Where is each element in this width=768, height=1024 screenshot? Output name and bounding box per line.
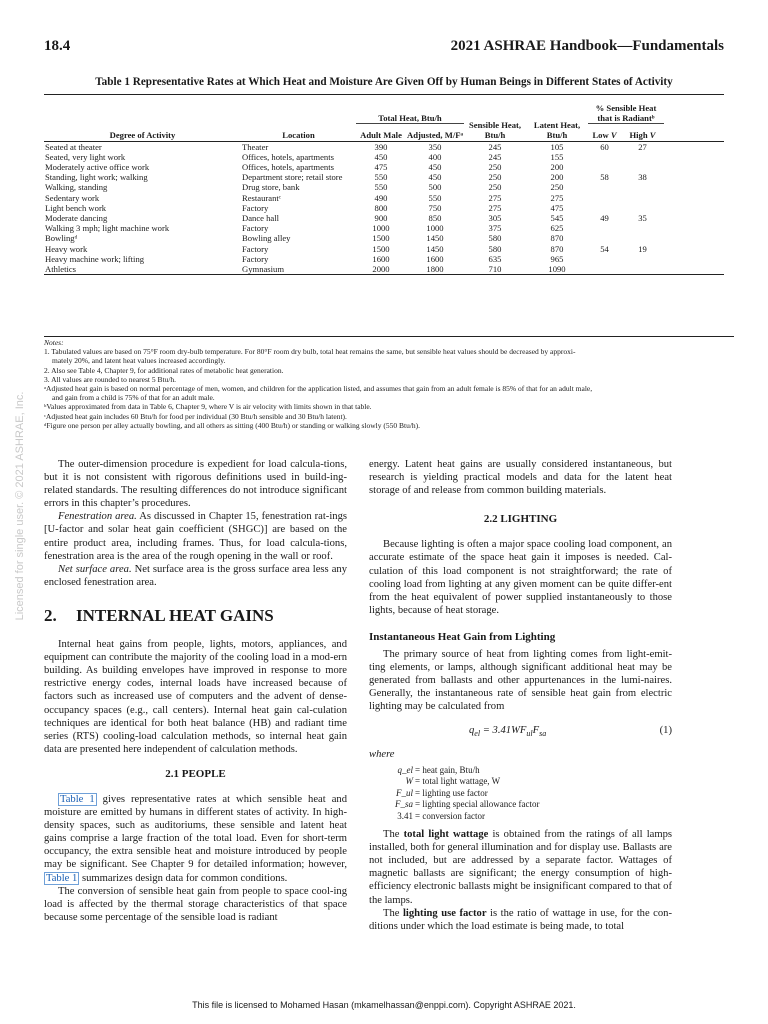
definition-row bbox=[369, 799, 672, 811]
table-cell-location: Dance hall bbox=[242, 213, 279, 224]
table-cell-high bbox=[621, 182, 664, 192]
subsection-heading: 2.2 LIGHTING bbox=[483, 513, 558, 526]
definition-row bbox=[369, 776, 672, 788]
table-row bbox=[44, 264, 724, 275]
table-note: ᵃAdjusted heat gain is based on normal percentage of men, women, and children for the application listed, and assumes that gain from an adult female is 85% of that for an adult male, bbox=[44, 384, 593, 394]
table-cell-low bbox=[588, 193, 621, 203]
table-cell-adj: 1450 bbox=[426, 233, 444, 244]
book-title: 2021 ASHRAE Handbook—Fundamentals bbox=[450, 38, 724, 54]
table-cell-low bbox=[588, 152, 621, 162]
table-cell-location: Department store; retail store bbox=[242, 172, 343, 183]
table-cell-lat: 965 bbox=[550, 253, 564, 264]
table-cell-sens: 710 bbox=[464, 264, 526, 275]
col-sensible-header: Sensible Heat, Btu/h bbox=[464, 95, 526, 142]
right-column bbox=[369, 458, 672, 933]
subsubsection-heading: Instantaneous Heat Gain from Lighting bbox=[369, 630, 556, 643]
table-cell-high bbox=[621, 254, 664, 264]
table-cell-adj: 450 bbox=[428, 172, 442, 183]
table-row bbox=[44, 141, 724, 152]
table-cell-sens: 580 bbox=[488, 233, 502, 244]
equation-1 bbox=[369, 722, 672, 742]
page-header bbox=[44, 38, 724, 60]
paragraph: Internal heat gains from people, lights, motors, appliances, and equipment can contribute the majority of the cooling load in a mod-ern building. As building envelopes have improved in response to more restrictive energy codes, internal loads have increased because of factors such as increased use of computers and the advent of dense-occupancy spaces (e.g., call centers). Internal heat gain cal-culation techniques are identical for both heat balance (HB) and radiant time series (RTS) cooling-load calculation methods, so internal heat gain data are presented here independent of calculation methods. bbox=[44, 639, 347, 755]
equation-definitions bbox=[369, 765, 672, 823]
table-cell-male: 490 bbox=[374, 192, 388, 203]
table-cell-sens: 245 bbox=[488, 151, 502, 162]
table-cell-adj: 400 bbox=[428, 151, 442, 162]
table-cell-high bbox=[621, 264, 664, 275]
table-cell-male: 1500 bbox=[372, 243, 390, 254]
table-cell-location: Offices, hotels, apartments bbox=[242, 151, 334, 162]
col-latent-header: Latent Heat, Btu/h bbox=[526, 95, 588, 142]
table-cell-location: Bowling alley bbox=[242, 233, 291, 244]
table-cell-location: Gymnasium bbox=[241, 264, 356, 275]
table-cell-adj: 500 bbox=[428, 182, 442, 193]
table-cell-adj: 550 bbox=[428, 192, 442, 203]
license-watermark: Licensed for single user. © 2021 ASHRAE, Inc. bbox=[14, 391, 26, 621]
table-cell-activity: Seated, very light work bbox=[45, 151, 126, 162]
table-note: 2. Also see Table 4, Chapter 9, for additional rates of metabolic heat generation. bbox=[44, 365, 284, 375]
col-radiant-header: % Sensible Heat that is Radiantᵇ bbox=[588, 95, 664, 124]
table-cell-lat: 275 bbox=[550, 192, 564, 203]
table-cell-activity: Bowlingᵈ bbox=[45, 233, 78, 244]
table-cell-high bbox=[621, 233, 664, 243]
table-cell-male: 550 bbox=[374, 172, 388, 183]
table-cell-sens: 250 bbox=[488, 162, 502, 173]
table-cell-lat: 1090 bbox=[526, 264, 588, 275]
definition-symbol: 3.41 bbox=[397, 810, 413, 821]
col-total-heat-header: Total Heat, Btu/h bbox=[356, 95, 464, 124]
table-note: ᵇValues approximated from data in Table 6, Chapter 9, where V is air velocity with limits shown in that table. bbox=[44, 402, 372, 412]
table-cell-activity: Heavy machine work; lifting bbox=[45, 253, 145, 264]
table-cell-lat: 870 bbox=[550, 243, 564, 254]
table-cell-activity: Walking, standing bbox=[45, 182, 108, 193]
paragraph: Fenestration area. As discussed in Chapter 15, fenestration rat-ings [U-factor and solar heat gain coefficient (SHGC)] are based on the entire product area, including frames. Thus, for load calcula-tions, fenestration area is the area of the rough opening in the wall or roof. bbox=[44, 511, 347, 562]
paragraph: Table 1 gives representative rates at which sensible heat and moisture are emitted by humans in different states of activity. In high-density spaces, such as auditoriums, these sensible and latent heat gains comprise a large fraction of the total load. Even for short-term occupancy, the extra sensible heat and moisture introduced by people may be significant. See Chapter 9 for detailed information; however, Table 1 summarizes design data for common conditions. bbox=[44, 793, 347, 884]
table-1-link[interactable]: Table 1 bbox=[46, 872, 78, 884]
table-cell-lat: 250 bbox=[550, 182, 564, 193]
table-cell-adj: 1600 bbox=[426, 253, 444, 264]
table-cell-activity: Seated at theater bbox=[45, 141, 102, 152]
table-row bbox=[44, 254, 724, 264]
table-cell-high: 19 bbox=[638, 243, 647, 254]
table-1-link[interactable]: Table 1 bbox=[60, 793, 95, 805]
table-cell-high bbox=[621, 152, 664, 162]
table-cell-high: 38 bbox=[638, 172, 647, 183]
col-location-header: Location bbox=[241, 95, 356, 142]
table-note: ᵈFigure one person per alley actually bowling, and all others as sitting (400 Btu/h) or standing or walking slowly (550 Btu/h). bbox=[44, 420, 421, 430]
table-cell-sens: 635 bbox=[488, 253, 502, 264]
table-cell-adj: 1800 bbox=[406, 264, 464, 275]
table-cell-adj: 450 bbox=[428, 162, 442, 173]
col-degree-header: Degree of Activity bbox=[44, 95, 241, 142]
table-cell-lat: 475 bbox=[550, 202, 564, 213]
table-cell-male: 450 bbox=[374, 151, 388, 162]
definition-symbol: F_sa bbox=[395, 799, 413, 810]
table-cell-high: 27 bbox=[638, 141, 647, 152]
table-cell-lat: 545 bbox=[550, 213, 564, 224]
paragraph: Because lighting is often a major space cooling load component, an accurate estimate of the space heat gain it imposes is needed. Cal-culation of this load component is not straightforward; the rate of cooling load from lighting at any given moment can be quite differ-ent from the heat equivalent of power supplied instantaneously to those lights, because of heat storage. bbox=[369, 539, 672, 616]
table-cell-low: 49 bbox=[600, 213, 609, 224]
table-row bbox=[44, 223, 724, 233]
table-cell-activity: Walking 3 mph; light machine work bbox=[45, 223, 170, 234]
table-cell-activity: Standing, light work; walking bbox=[45, 172, 148, 183]
definition-text: = heat gain, Btu/h bbox=[415, 764, 480, 775]
definition-text: = lighting use factor bbox=[415, 787, 488, 798]
table-row bbox=[44, 152, 724, 162]
table-cell-activity: Sedentary work bbox=[45, 192, 100, 203]
definition-row bbox=[369, 788, 672, 800]
col-high-v-header: High V bbox=[621, 130, 664, 141]
table-cell-location: Drug store, bank bbox=[242, 182, 300, 193]
table-cell-sens: 250 bbox=[488, 172, 502, 183]
paragraph: The total light wattage is obtained from the ratings of all lamps installed, both for general illumination and for display use. Ballasts are not included, but are addressed by a separate factor. Wattages of magnetic ballasts are significant; the energy consumption of high-efficiency electronic ballasts might be insignificant compared to that of the lamps. bbox=[369, 829, 672, 906]
table-note: mately 20%, and latent heat values increased accordingly. bbox=[52, 356, 226, 366]
table-cell-high bbox=[621, 223, 664, 233]
definition-symbol: q_el bbox=[397, 764, 413, 775]
col-adult-male-header: Adult Male bbox=[356, 124, 406, 141]
table-note: 1. Tabulated values are based on 75°F room dry-bulb temperature. For 80°F room dry bulb, total heat remains the same, but sensible heat values should be decreased by approxi- bbox=[44, 347, 576, 357]
col-adjusted-header: Adjusted, M/Fᵃ bbox=[406, 124, 464, 141]
table-note: and gain from a child is 75% of that for an adult male. bbox=[52, 393, 215, 403]
definition-row bbox=[369, 765, 672, 777]
paragraph: The lighting use factor is the ratio of wattage in use, for the con-ditions under which the load estimate is being made, to total bbox=[369, 907, 672, 932]
table-cell-low: 54 bbox=[600, 243, 609, 254]
definition-symbol: W bbox=[405, 776, 413, 787]
table-cell-male: 475 bbox=[374, 162, 388, 173]
table-row bbox=[44, 213, 724, 223]
table-cell-male: 390 bbox=[374, 141, 388, 152]
table-cell-sens: 580 bbox=[488, 243, 502, 254]
table-cell-adj: 850 bbox=[428, 213, 442, 224]
table-cell-adj: 750 bbox=[428, 202, 442, 213]
table-row bbox=[44, 244, 724, 254]
table-cell-lat: 155 bbox=[550, 151, 564, 162]
definition-text: = conversion factor bbox=[415, 810, 486, 821]
table-note: 3. All values are rounded to nearest 5 Btu/h. bbox=[44, 374, 177, 384]
equation-number: (1) bbox=[659, 724, 672, 736]
table-cell-location: Theater bbox=[242, 141, 269, 152]
paragraph: Net surface area. Net surface area is the gross surface area less any enclosed fenestration area. bbox=[44, 563, 347, 588]
table-cell-low bbox=[588, 233, 621, 243]
table-note: ᶜAdjusted heat gain includes 60 Btu/h for food per individual (30 Btu/h sensible and 30 Btu/h latent). bbox=[44, 411, 347, 421]
table-cell-low: 60 bbox=[600, 141, 609, 152]
paragraph: The outer-dimension procedure is expedient for load calcula-tions, but it is not consistent with rigorous definitions used in build-ing-related standards. The resulting differences do not introduce significant errors in this chapter’s procedures. bbox=[44, 459, 347, 510]
table-cell-location: Offices, hotels, apartments bbox=[242, 162, 334, 173]
paragraph: The conversion of sensible heat gain from people to space cool-ing load is affected by the thermal storage characteristics of that space because some percentage of the sensible load is radiant bbox=[44, 885, 347, 923]
table-row bbox=[44, 162, 724, 172]
table-cell-activity: Moderately active office work bbox=[45, 162, 150, 173]
table-note: Notes: bbox=[44, 338, 64, 347]
table-cell-sens: 305 bbox=[488, 213, 502, 224]
table-cell-male: 1500 bbox=[372, 233, 390, 244]
table-cell-high: 35 bbox=[638, 213, 647, 224]
table-cell-sens: 250 bbox=[488, 182, 502, 193]
definition-symbol: F_ul bbox=[396, 787, 413, 798]
table-cell-adj: 350 bbox=[428, 141, 442, 152]
table-cell-adj: 1000 bbox=[426, 223, 444, 234]
table-cell-activity: Moderate dancing bbox=[45, 213, 108, 224]
table-cell-location: Factory bbox=[242, 243, 269, 254]
heat-gain-table bbox=[44, 94, 724, 275]
table-row bbox=[44, 203, 724, 213]
table-row bbox=[44, 172, 724, 182]
table-cell-low bbox=[588, 162, 621, 172]
table-row bbox=[44, 193, 724, 203]
table-cell-high bbox=[621, 193, 664, 203]
table-cell-lat: 105 bbox=[550, 141, 564, 152]
table-cell-low bbox=[588, 182, 621, 192]
table-cell-low bbox=[588, 264, 621, 275]
table-cell-location: Factory bbox=[242, 223, 269, 234]
table-cell-male: 800 bbox=[374, 202, 388, 213]
table-cell-adj: 1450 bbox=[426, 243, 444, 254]
table-cell-low bbox=[588, 254, 621, 264]
table-cell-sens: 275 bbox=[488, 192, 502, 203]
table-cell-male: 1600 bbox=[372, 253, 390, 264]
table-cell-low bbox=[588, 203, 621, 213]
table-cell-activity: Athletics bbox=[44, 264, 241, 275]
definition-row bbox=[369, 811, 672, 823]
table-cell-male: 900 bbox=[374, 213, 388, 224]
col-low-v-header: Low V bbox=[588, 130, 621, 141]
table-cell-low: 58 bbox=[600, 172, 609, 183]
table-cell-location: Restaurantᶜ bbox=[242, 192, 281, 203]
table-cell-high bbox=[621, 203, 664, 213]
table-row bbox=[44, 233, 724, 243]
table-cell-lat: 200 bbox=[550, 172, 564, 183]
table-cell-activity: Light bench work bbox=[45, 202, 107, 213]
table-notes bbox=[44, 336, 734, 430]
table-cell-high bbox=[621, 162, 664, 172]
page-number: 18.4 bbox=[44, 38, 71, 54]
table-cell-activity: Heavy work bbox=[45, 243, 88, 254]
table-cell-sens: 375 bbox=[488, 223, 502, 234]
equation-text: $q_{el} = 3.41WF_{ul}F_{sa}$ bbox=[469, 724, 547, 738]
definition-text: = lighting special allowance factor bbox=[415, 799, 540, 810]
table-cell-lat: 200 bbox=[550, 162, 564, 173]
license-footer: This file is licensed to Mohamed Hasan (mkamelhassan@enppi.com). Copyright ASHRAE 2021. bbox=[192, 1000, 576, 1010]
table-row bbox=[44, 182, 724, 192]
table-title: Table 1 Representative Rates at Which Heat and Moisture Are Given Off by Human Beings in Different States of Activity bbox=[95, 76, 673, 88]
table-cell-lat: 625 bbox=[550, 223, 564, 234]
subsection-heading: 2.1 PEOPLE bbox=[165, 767, 226, 780]
table-cell-lat: 870 bbox=[550, 233, 564, 244]
table-cell-male: 2000 bbox=[356, 264, 406, 275]
paragraph: energy. Latent heat gains are usually considered instantaneous, but research is yielding practical models and data for the latent heat storage of and release from common building materials. bbox=[369, 459, 672, 497]
table-cell-location: Factory bbox=[242, 202, 269, 213]
table-cell-male: 1000 bbox=[372, 223, 390, 234]
table-cell-sens: 245 bbox=[488, 141, 502, 152]
table-cell-male: 550 bbox=[374, 182, 388, 193]
left-column bbox=[44, 458, 347, 924]
table-cell-sens: 275 bbox=[488, 202, 502, 213]
table-cell-location: Factory bbox=[242, 253, 269, 264]
definition-text: = total light wattage, W bbox=[415, 776, 501, 787]
where-label: where bbox=[369, 748, 395, 760]
paragraph: The primary source of heat from lighting comes from light-emit-ting elements, or lamps, although significant additional heat may be generated from ballasts and other appurtenances in the lumi-naires. Generally, the instantaneous rate of sensible heat gain from electric lighting may be calculated from bbox=[369, 649, 672, 713]
section-heading: 2. INTERNAL HEAT GAINS bbox=[44, 605, 274, 625]
table-cell-low bbox=[588, 223, 621, 233]
